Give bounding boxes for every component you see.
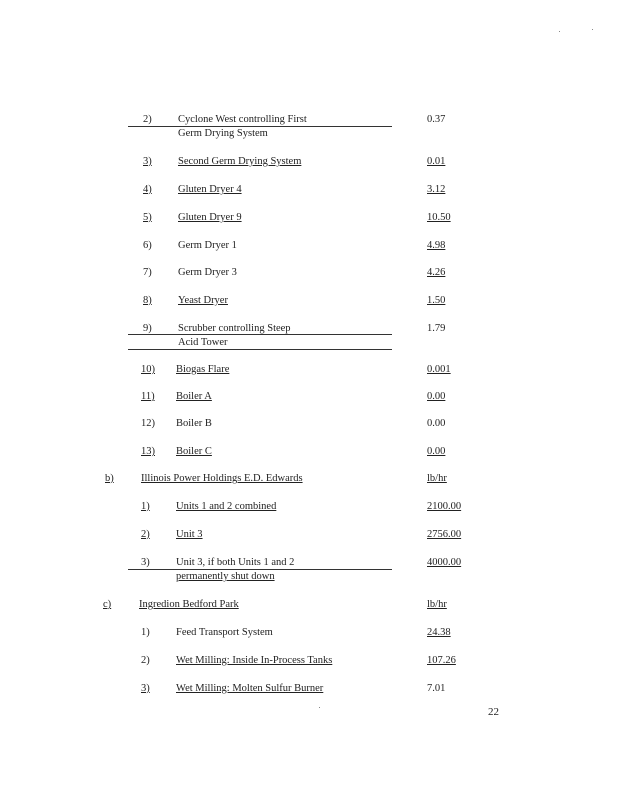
row-name: Gluten Dryer 4 xyxy=(178,184,242,195)
row-number: 2) xyxy=(141,655,150,666)
row-name-continued: Germ Drying System xyxy=(178,128,268,139)
row-number: 8) xyxy=(143,295,152,306)
row-name: Boiler C xyxy=(176,446,212,457)
row-value: 24.38 xyxy=(427,627,451,638)
section-unit: lb/hr xyxy=(427,473,447,484)
row-number: 9) xyxy=(143,323,152,334)
table-rule xyxy=(128,349,392,350)
row-number: 5) xyxy=(143,212,152,223)
row-number: 11) xyxy=(141,391,155,402)
row-name: Germ Dryer 1 xyxy=(178,240,237,251)
row-number: 4) xyxy=(143,184,152,195)
row-name: Germ Dryer 3 xyxy=(178,267,237,278)
row-name: Feed Transport System xyxy=(176,627,273,638)
row-number: 1) xyxy=(141,627,150,638)
row-value: 4.98 xyxy=(427,240,446,251)
row-value: 1.50 xyxy=(427,295,446,306)
section-letter: c) xyxy=(103,599,112,610)
row-name: Wet Milling: Molten Sulfur Burner xyxy=(176,683,324,694)
row-number: 6) xyxy=(143,240,152,251)
row-value: 2100.00 xyxy=(427,501,462,512)
row-value: 0.01 xyxy=(427,156,446,167)
row-value: 0.00 xyxy=(427,391,446,402)
row-value: 0.37 xyxy=(427,114,446,125)
row-name: Unit 3 xyxy=(176,529,203,540)
row-value: 0.00 xyxy=(427,418,446,429)
section-title: Ingredion Bedford Park xyxy=(139,599,239,610)
row-name: Boiler B xyxy=(176,418,212,429)
row-name: Yeast Dryer xyxy=(178,295,228,306)
section-title: Illinois Power Holdings E.D. Edwards xyxy=(141,473,303,484)
row-name: Cyclone West controlling First xyxy=(178,114,307,125)
row-value: 2756.00 xyxy=(427,529,462,540)
row-value: 4.26 xyxy=(427,267,446,278)
row-value: 1.79 xyxy=(427,323,446,334)
row-name-continued: Acid Tower xyxy=(178,337,228,348)
row-number: 12) xyxy=(141,418,155,429)
row-number: 1) xyxy=(141,501,150,512)
row-number: 2) xyxy=(143,114,152,125)
row-name: Units 1 and 2 combined xyxy=(176,501,277,512)
speck xyxy=(319,707,320,708)
row-name: Second Germ Drying System xyxy=(178,156,302,167)
row-number: 10) xyxy=(141,364,155,375)
speck xyxy=(592,29,593,30)
row-value: 0.00 xyxy=(427,446,446,457)
table-rule xyxy=(128,569,392,570)
section-unit: lb/hr xyxy=(427,599,447,610)
row-value: 10.50 xyxy=(427,212,451,223)
row-name: Boiler A xyxy=(176,391,212,402)
row-number: 3) xyxy=(143,156,152,167)
row-number: 13) xyxy=(141,446,155,457)
row-number: 7) xyxy=(143,267,152,278)
row-number: 3) xyxy=(141,557,150,568)
row-name-continued: permanently shut down xyxy=(176,571,275,582)
row-value: 107.26 xyxy=(427,655,456,666)
table-rule xyxy=(128,334,392,335)
row-name: Gluten Dryer 9 xyxy=(178,212,242,223)
row-value: 4000.00 xyxy=(427,557,462,568)
row-value: 7.01 xyxy=(427,683,446,694)
row-number: 3) xyxy=(141,683,150,694)
row-number: 2) xyxy=(141,529,150,540)
row-name: Unit 3, if both Units 1 and 2 xyxy=(176,557,295,568)
row-name: Biogas Flare xyxy=(176,364,230,375)
speck xyxy=(559,31,560,32)
row-name: Wet Milling: Inside In-Process Tanks xyxy=(176,655,333,666)
table-rule xyxy=(128,126,392,127)
section-letter: b) xyxy=(105,473,114,484)
row-value: 3.12 xyxy=(427,184,446,195)
row-name: Scrubber controlling Steep xyxy=(178,323,291,334)
page-number: 22 xyxy=(488,706,499,718)
row-value: 0.001 xyxy=(427,364,451,375)
